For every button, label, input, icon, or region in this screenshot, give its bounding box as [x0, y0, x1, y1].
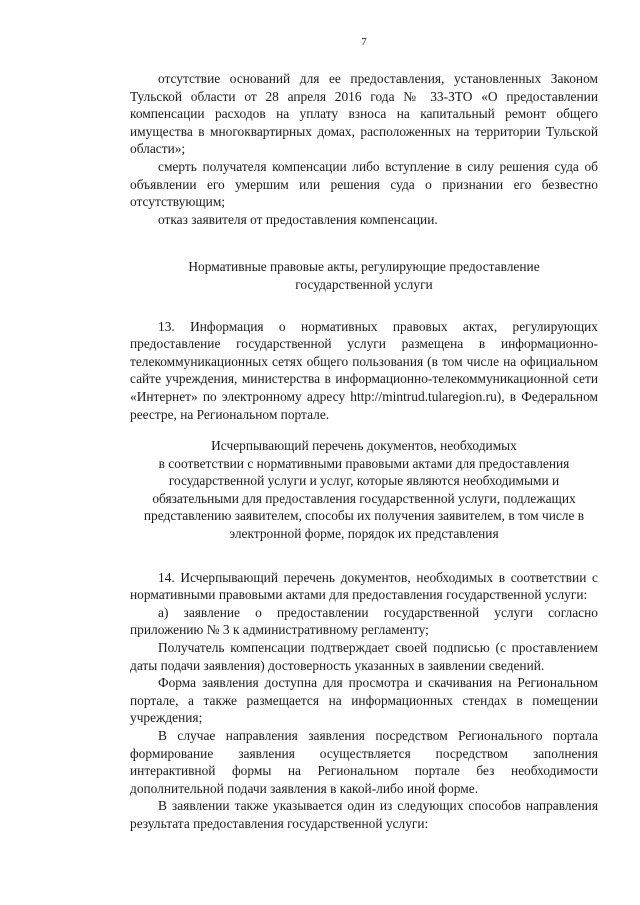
- paragraph-regional-portal: В случае направления заявления посредством Регионального портала формирование заявления осуществляется посредством заполнения интерактивной формы на Региональном портале без необходимости дополнительной подачи заявления в какой-либо иной форме.: [130, 728, 598, 796]
- heading-line: государственной услуги: [295, 276, 433, 292]
- heading-line: Нормативные правовые акты, регулирующие предоставление: [188, 259, 540, 275]
- page-number: 7: [361, 36, 367, 48]
- paragraph-13: 13. Информация о нормативных правовых актах, регулирующих предоставление государственной услуги размещена в информационно-телекоммуникационных сетях общего пользования (в том числе на официальном сайте учреждения, министерства в информационно-телекоммуникационной сети «Интернет» по электронному адресу http://mintrud.tularegion.ru), в Федеральном реестре, на Региональном портале.: [130, 318, 598, 422]
- paragraph-grounds-absence: отсутствие оснований для ее предоставления, установленных Законом Тульской области от 28 апреля 2016 года № 33-ЗТО «О предоставлении компенсации расходов на уплату взноса на капитальный ремонт общего имущества в многоквартирных домах, расположенных на территории Тульской области»;: [130, 71, 598, 157]
- heading-line: в соответствии с нормативными правовыми актами для предоставления: [158, 455, 570, 471]
- heading-line: Исчерпывающий перечень документов, необходимых: [211, 438, 517, 454]
- heading-line: электронной форме, порядок их представления: [229, 526, 499, 542]
- paragraph-signature-confirmation: Получатель компенсации подтверждает своей подписью (с проставлением даты подачи заявления) достоверность указанных в заявлении сведений.: [130, 640, 598, 673]
- heading-line: обязательными для предоставления государственной услуги, подлежащих: [152, 490, 576, 506]
- paragraph-applicant-refusal: отказ заявителя от предоставления компенсации.: [158, 211, 438, 227]
- heading-line: представлению заявителем, способы их получения заявителем, в том числе в: [143, 508, 585, 524]
- paragraph-14: 14. Исчерпывающий перечень документов, необходимых в соответствии с нормативными правовыми актами для предоставления государственной услуги:: [130, 569, 598, 603]
- paragraph-recipient-death: смерть получателя компенсации либо вступление в силу решения суда об объявлении его умершим или решения суда о признании его безвестно отсутствующим;: [130, 158, 598, 210]
- section-heading-documents-list: [130, 437, 598, 543]
- paragraph-14-a: а) заявление о предоставлении государственной услуги согласно приложению № 3 к административному регламенту;: [130, 604, 598, 638]
- heading-line: государственной услуги и услуг, которые являются необходимыми и: [168, 473, 560, 489]
- paragraph-form-availability: Форма заявления доступна для просмотра и скачивания на Региональном портале, а также размещается на информационных стендах в помещении учреждения;: [130, 675, 598, 726]
- paragraph-result-delivery: В заявлении также указывается один из следующих способов направления результата предоставления государственной услуги:: [130, 798, 598, 831]
- section-heading-legal-acts: [130, 258, 598, 293]
